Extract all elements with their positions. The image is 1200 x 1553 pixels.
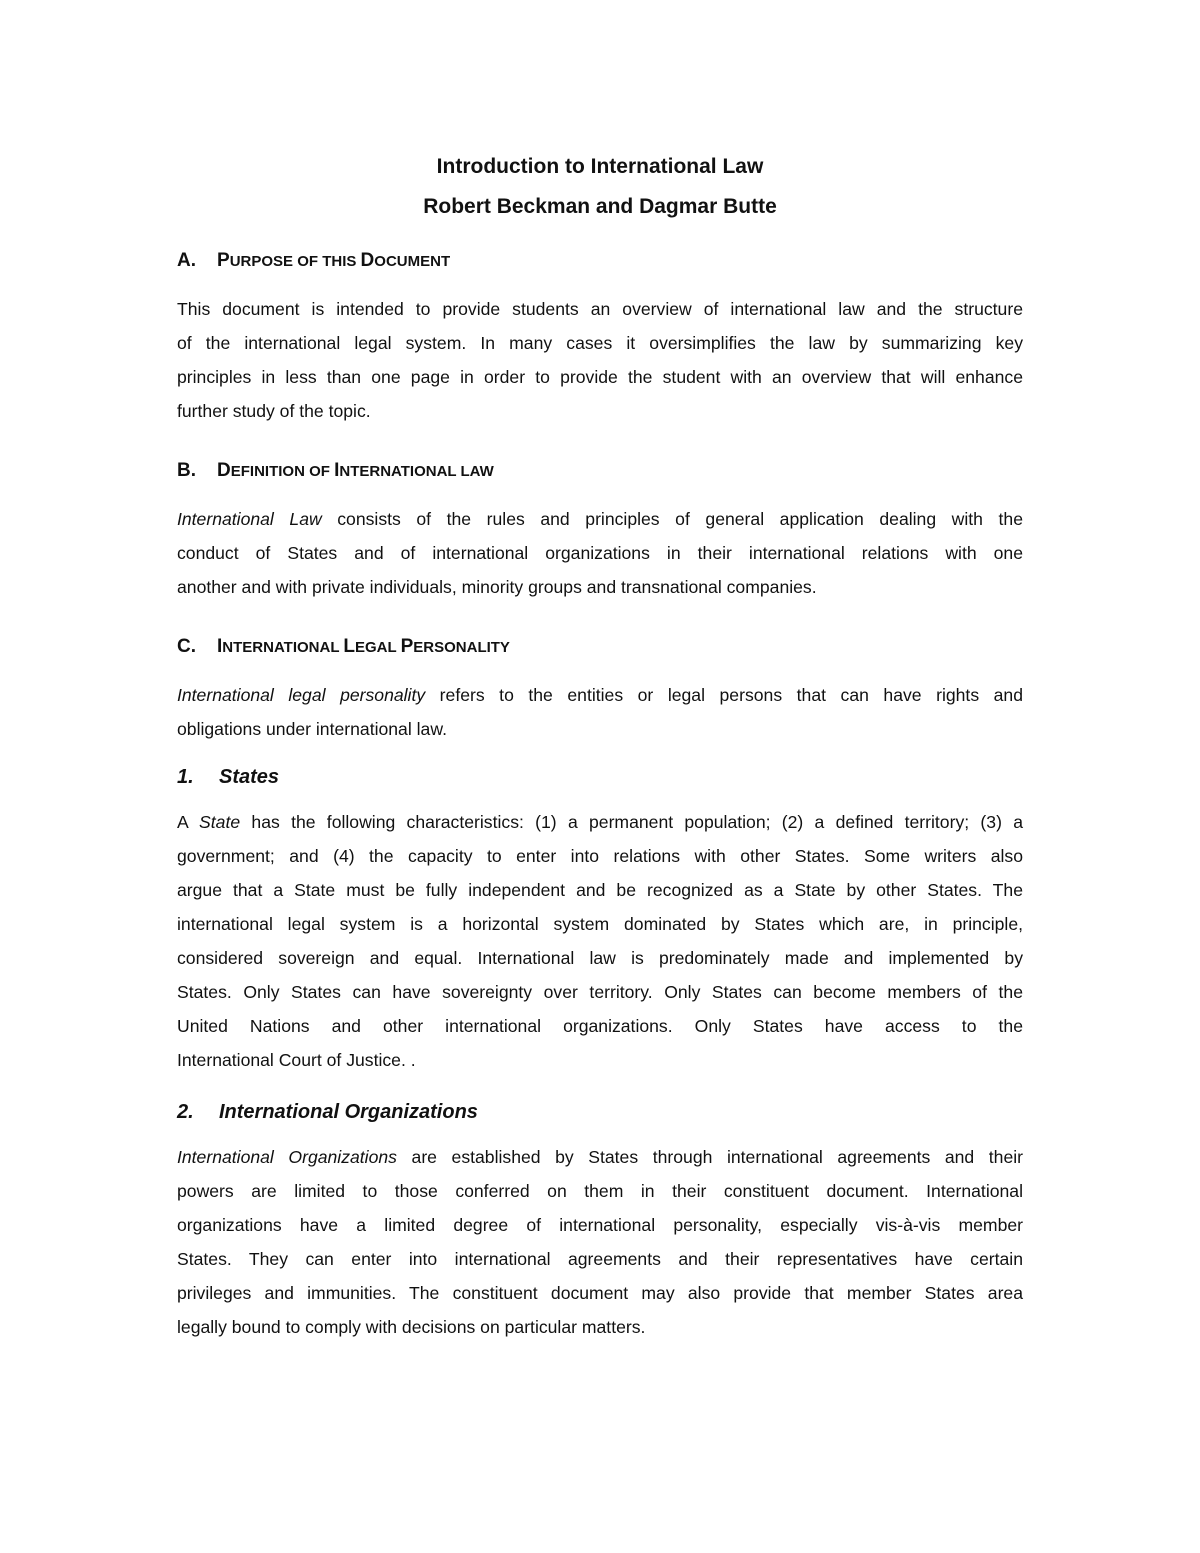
subsection-title: International Organizations xyxy=(219,1101,478,1123)
paragraph-line: organizations have a limited degree of international personality, especially vis-à-vis member xyxy=(177,1215,1023,1235)
heading-part: EFINITION OF xyxy=(230,463,335,480)
paragraph-line: This document is intended to provide students an overview of international law and the structure xyxy=(177,299,1023,319)
subsection-states-heading xyxy=(177,766,1023,789)
section-c-heading xyxy=(177,636,1023,658)
paragraph-line: of the international legal system. In many cases it oversimplifies the law by summarizing key xyxy=(177,333,1023,353)
paragraph-line: legally bound to comply with decisions on particular matters. xyxy=(177,1317,646,1337)
subsection-title: States xyxy=(219,766,280,788)
paragraph-line: further study of the topic. xyxy=(177,401,371,421)
heading-part: P xyxy=(217,250,230,271)
section-c-paragraph xyxy=(177,678,1023,746)
heading-part: D xyxy=(217,460,231,481)
paragraph-text: A xyxy=(177,812,200,832)
paragraph-line: government; and (4) the capacity to enter into relations with other States. Some writers also xyxy=(177,846,1023,866)
paragraph-line: considered sovereign and equal. International law is predominately made and implemented by xyxy=(177,948,1023,968)
paragraph-line: principles in less than one page in order to provide the student with an overview that will enhance xyxy=(177,367,1023,387)
paragraph-text: are established by States through international agreements and their xyxy=(396,1147,1024,1167)
paragraph-line xyxy=(177,1140,1023,1174)
section-title xyxy=(217,460,494,482)
paragraph-line: argue that a State must be fully independent and be recognized as a State by other States. The xyxy=(177,880,1023,900)
paragraph-text: refers to the entities or legal persons that can have rights and xyxy=(425,685,1023,705)
defined-term: International Law xyxy=(177,509,322,529)
defined-term: State xyxy=(199,812,241,832)
defined-term: International Organizations xyxy=(177,1147,397,1167)
paragraph-line: United Nations and other international organizations. Only States have access to the xyxy=(177,1016,1023,1036)
section-b-heading xyxy=(177,460,1023,482)
paragraph-text: consists of the rules and principles of general application dealing with the xyxy=(321,509,1023,529)
paragraph-text: has the following characteristics: (1) a permanent population; (2) a defined territory; (3) a xyxy=(240,812,1023,832)
heading-part: P xyxy=(400,636,414,657)
paragraph-line: another and with private individuals, minority groups and transnational companies. xyxy=(177,577,817,597)
paragraph-line xyxy=(177,805,1023,839)
document-title: Introduction to International Law xyxy=(436,155,764,178)
section-letter: A. xyxy=(177,250,196,271)
paragraph-line: conduct of States and of international organizations in their international relations with one xyxy=(177,543,1023,563)
document-authors: Robert Beckman and Dagmar Butte xyxy=(423,195,777,218)
paragraph-line xyxy=(177,502,1023,536)
paragraph-line xyxy=(177,678,1023,712)
subsection-intl-orgs-heading xyxy=(177,1101,1023,1124)
section-b-paragraph xyxy=(177,502,1023,604)
heading-part: EGAL xyxy=(355,639,401,656)
heading-part: D xyxy=(360,250,375,271)
paragraph-line: international legal system is a horizontal system dominated by States which are, in principle, xyxy=(177,914,1023,934)
subsection-number: 1. xyxy=(177,766,194,788)
document-page xyxy=(177,150,1023,1344)
section-title xyxy=(217,250,450,272)
defined-term: International legal personality xyxy=(177,685,426,705)
heading-part: L xyxy=(343,636,355,657)
section-letter: B. xyxy=(177,460,196,481)
section-letter: C. xyxy=(177,636,196,657)
subsection-number: 2. xyxy=(177,1101,194,1123)
section-a-heading xyxy=(177,250,1023,272)
heading-part: I xyxy=(217,636,223,657)
subsection-intl-orgs-paragraph xyxy=(177,1140,1023,1344)
paragraph-line: obligations under international law. xyxy=(177,719,447,739)
section-a-paragraph xyxy=(177,292,1023,428)
paragraph-line: International Court of Justice. . xyxy=(177,1050,416,1070)
section-title xyxy=(217,636,510,658)
heading-part: NTERNATIONAL LAW xyxy=(339,463,494,480)
heading-part: URPOSE OF THIS xyxy=(229,253,361,270)
paragraph-line: powers are limited to those conferred on them in their constituent document. International xyxy=(177,1181,1023,1201)
heading-part: I xyxy=(334,460,340,481)
subsection-states-paragraph xyxy=(177,805,1023,1077)
heading-part: OCUMENT xyxy=(374,253,451,270)
heading-part: NTERNATIONAL xyxy=(222,639,344,656)
paragraph-line: States. They can enter into international agreements and their representatives have certain xyxy=(177,1249,1023,1269)
paragraph-line: States. Only States can have sovereignty over territory. Only States can become members of the xyxy=(177,982,1023,1002)
heading-part: ERSONALITY xyxy=(413,639,510,656)
paragraph-line: privileges and immunities. The constituent document may also provide that member States area xyxy=(177,1283,1023,1303)
